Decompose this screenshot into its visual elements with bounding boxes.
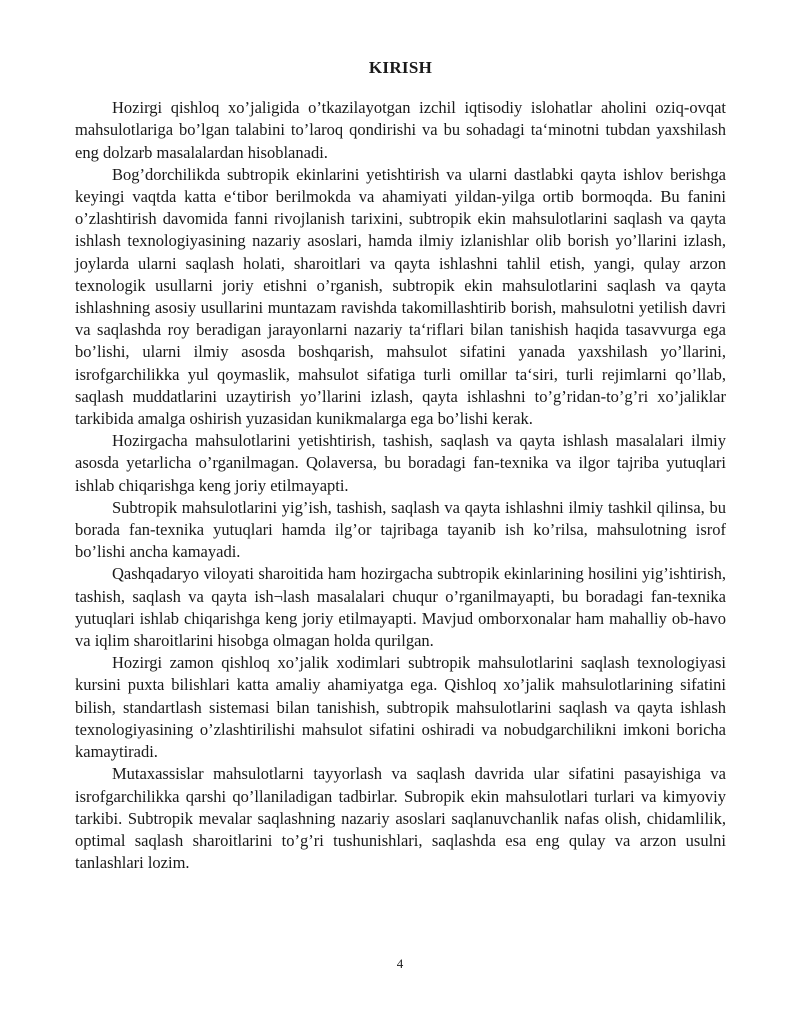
paragraph-1: Hozirgi qishloq xo’jaligida o’tkazilayotgan izchil iqtisodiy islohatlar aholini oziq-ovqat mahsulotlariga bo’lgan talabini to’laroq qondirishi va bu sohadagi ta‘minotni tubdan yaxshilash eng dolzarb masalalardan hisoblanadi. — [75, 98, 726, 162]
page-title: KIRISH — [368, 58, 433, 77]
page-number: 4 — [396, 956, 404, 971]
paragraph-3: Hozirgacha mahsulotlarini yetishtirish, tashish, saqlash va qayta ishlash masalalari ilmiy asosda yetarlicha o’rganilmagan. Qolaversa, bu boradagi fan-texnika va ilgor tajriba yutuqlari ishlab chiqarishga keng joriy etilmayapti. — [75, 431, 726, 495]
paragraph-6: Hozirgi zamon qishloq xo’jalik xodimlari subtropik mahsulotlarini saqlash texnologiyasi kursini puxta bilishlari katta amaliy ahamiyatga ega. Qishloq xo’jalik mahsulotlarining sifatini bilish, standartlash sistemasi bilan tanishish, subtropik mahsulotlarini saqlash va qayta ishlash texnologiyasining o’zlashtirilishi mahsulot sifatini oshiradi va nobudgarchilikni imkoni boricha kamaytiradi. — [75, 653, 726, 762]
paragraph-5: Qashqadaryo viloyati sharoitida ham hozirgacha subtropik ekinlarining hosilini yig’ishtirish, tashish, saqlash va qayta ish¬lash masalalari chuqur o’rganilmayapti, bu boradagi fan-texnika yutuqlari ishlab chiqarishga keng joriy etilmayapti. Mavjud omborxonalar ham mahalliy ob-havo va iqlim sharoitlarini hisobga olmagan holda qurilgan. — [75, 564, 726, 651]
document-page — [75, 57, 726, 874]
paragraph-2: Bog’dorchilikda subtropik ekinlarini yetishtirish va ularni dastlabki qayta ishlov berishga keyingi vaqtda katta e‘tibor berilmokda va ahamiyati yildan-yilga ortib bormoqda. Bu fanini o’zlashtirish davomida fanni rivojlanish tarixini, subtropik ekin mahsulotlarini saqlash va qayta ishlash texnologiyasining nazariy asoslari, hamda ilmiy izlanishlar olib borish yo’llarini izlash, joylarda ularni saqlash holati, sharoitlari va qayta ishlashni tahlil etish, yangi, qulay arzon texnologik usullarni joriy etishni o’rganish, subtropik ekin mahsulotlarini saqlash va qayta ishlashning asosiy usullarini muntazam ravishda takomillashtirib borish, mahsulotni yetilish davri va saqlashda roy beradigan jarayonlarni nazariy ta‘riflari bilan tanishish haqida tasavvurga ega bo’lishi, ularni ilmiy asosda boshqarish, mahsulot sifatini yanada yaxshilash yo’llarini, isrofgarchilikka yul qoymaslik, mahsulot sifatiga turli omillar ta‘siri, turli rejimlarni qo’llab, saqlash muddatlarini uzaytirish yo’llarini izlash, qayta ishlashni to’g’ridan-to’g’ri xo’jaliklar tarkibida amalga oshirish yuzasidan kunikmalarga ega bo’lishi kerak. — [75, 164, 726, 429]
paragraph-4: Subtropik mahsulotlarini yig’ish, tashish, saqlash va qayta ishlashni ilmiy tashkil qilinsa, bu borada fan-texnika yutuqlari hamda ilg’or tajribaga tayanib ish ko’rilsa, mahsulotning isrof bo’lishi ancha kamayadi. — [75, 497, 726, 562]
paragraph-7: Mutaxassislar mahsulotlarni tayyorlash va saqlash davrida ular sifatini pasayishiga va isrofgarchilikka qarshi qo’llaniladigan tadbirlar. Subropik ekin mahsulotlari turlari va kimyoviy tarkibi. Subtropik mevalar saqlashning nazariy asoslari saqlanuvchanlik nafas olish, chidamlilik, optimal saqlash sharoitlarini to’g’ri tushunishlari, saqlashda esa eng qulay va arzon usulni tanlashlari lozim. — [75, 764, 726, 873]
